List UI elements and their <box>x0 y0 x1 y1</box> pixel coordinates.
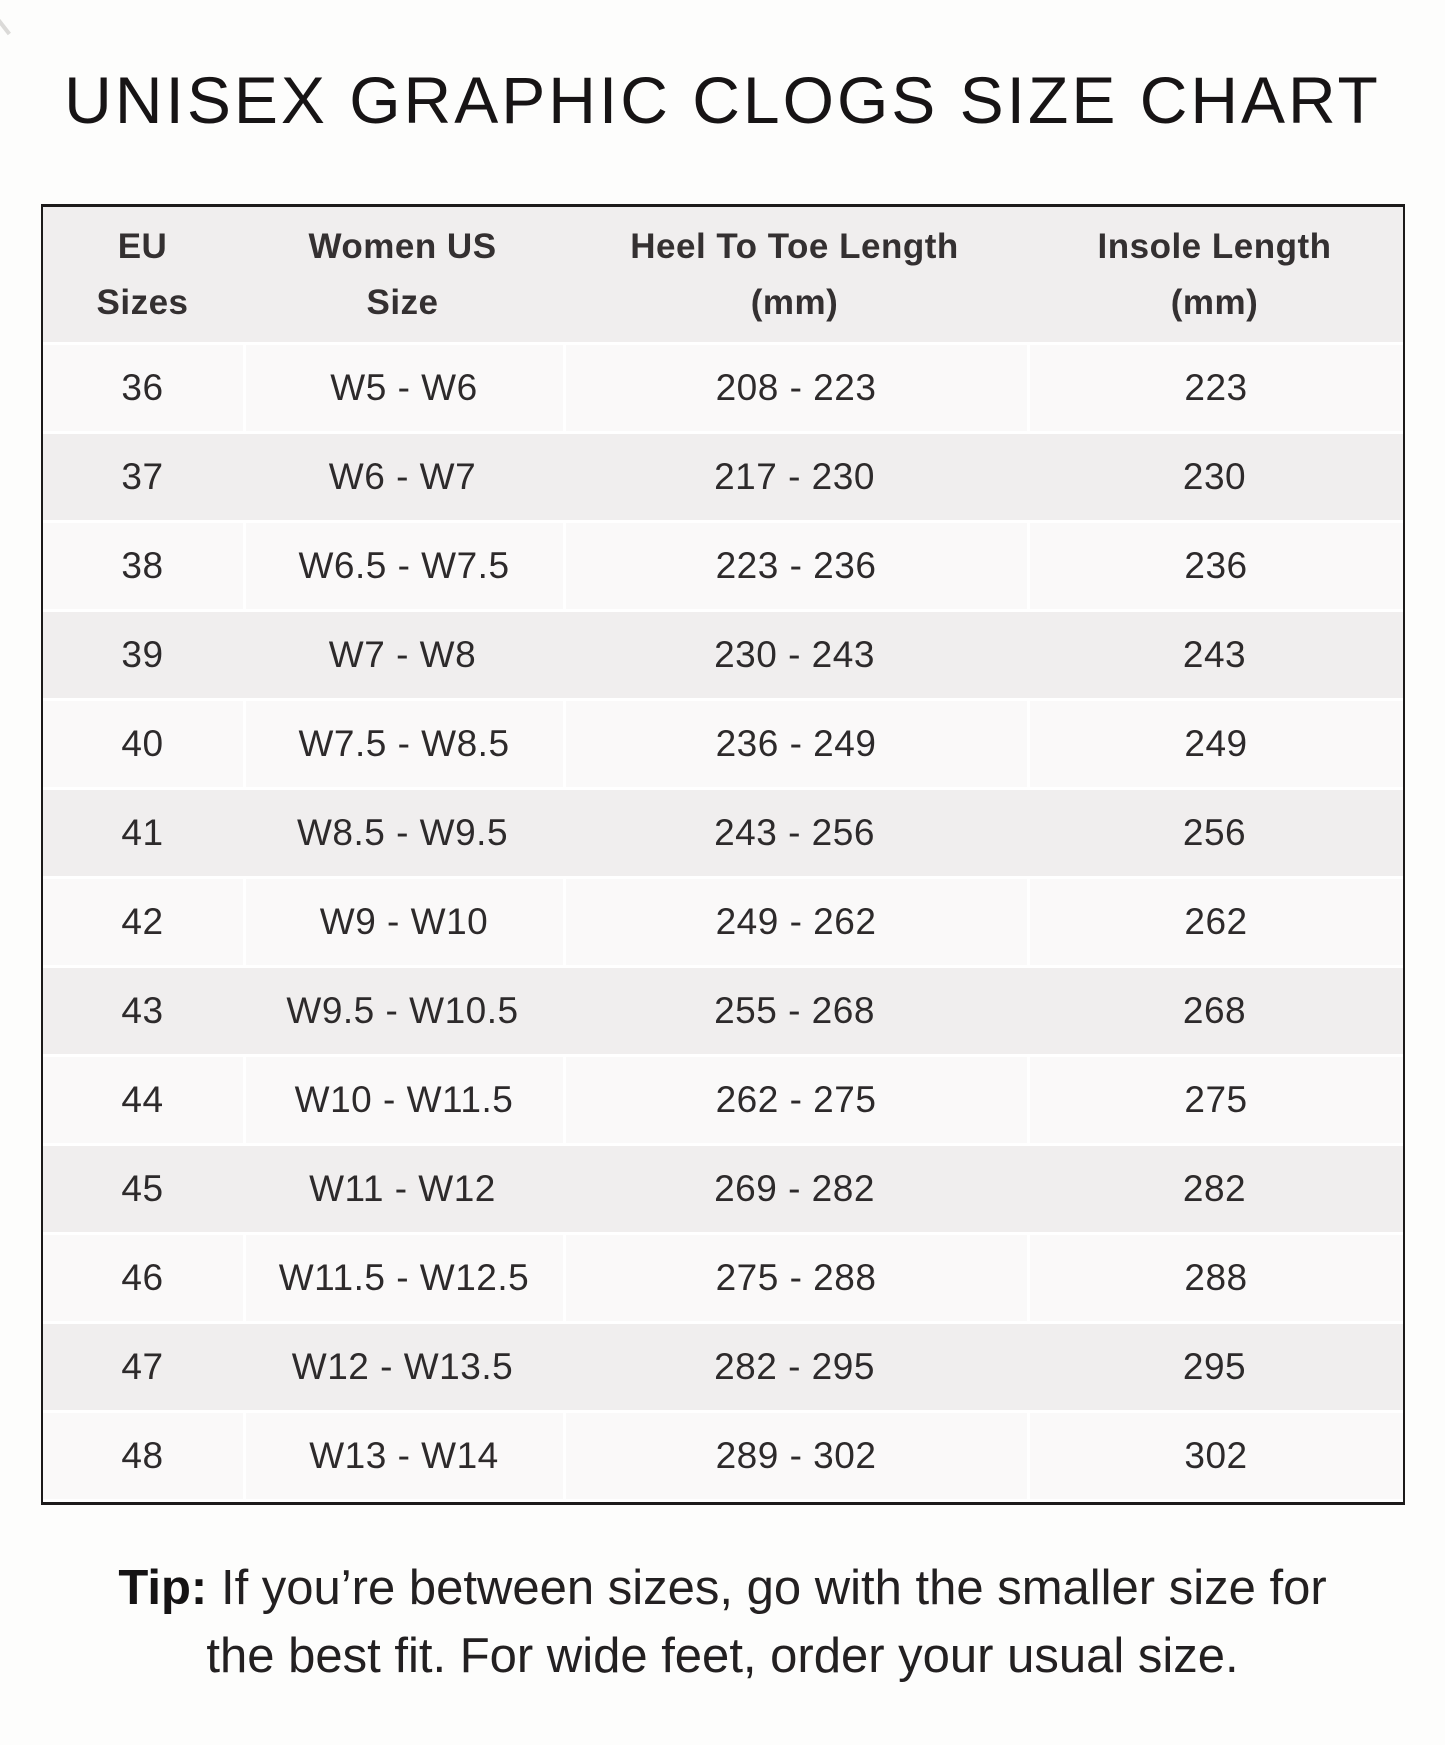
header-women-us-size-line1: Women US <box>308 226 497 266</box>
header-insole-length-line2: (mm) <box>1170 282 1259 322</box>
cell-eu-size: 43 <box>43 968 243 1057</box>
table-row <box>43 1146 1403 1235</box>
cell-heel-to-toe: 243 - 256 <box>563 790 1027 879</box>
cell-insole: 275 <box>1027 1057 1403 1146</box>
cell-women-us-size: W10 - W11.5 <box>243 1057 563 1146</box>
table-row <box>43 701 1403 790</box>
cell-insole: 230 <box>1027 434 1403 523</box>
cell-women-us-size: W9.5 - W10.5 <box>243 968 563 1057</box>
tip-line2: the best fit. For wide feet, order your usual size. <box>206 1628 1239 1683</box>
cell-insole: 302 <box>1027 1413 1403 1502</box>
header-heel-to-toe-length <box>563 207 1027 345</box>
table-row <box>43 523 1403 612</box>
cell-eu-size: 37 <box>43 434 243 523</box>
table-row <box>43 1057 1403 1146</box>
cell-heel-to-toe: 255 - 268 <box>563 968 1027 1057</box>
cell-heel-to-toe: 262 - 275 <box>563 1057 1027 1146</box>
cell-women-us-size: W6 - W7 <box>243 434 563 523</box>
table-row <box>43 612 1403 701</box>
cell-insole: 249 <box>1027 701 1403 790</box>
cell-heel-to-toe: 223 - 236 <box>563 523 1027 612</box>
cell-heel-to-toe: 269 - 282 <box>563 1146 1027 1235</box>
cell-heel-to-toe: 217 - 230 <box>563 434 1027 523</box>
cell-eu-size: 45 <box>43 1146 243 1235</box>
cell-women-us-size: W6.5 - W7.5 <box>243 523 563 612</box>
header-heel-to-toe-length-line2: (mm) <box>750 282 839 322</box>
cell-women-us-size: W7.5 - W8.5 <box>243 701 563 790</box>
cell-women-us-size: W13 - W14 <box>243 1413 563 1502</box>
cell-eu-size: 40 <box>43 701 243 790</box>
cell-women-us-size: W11 - W12 <box>243 1146 563 1235</box>
cell-heel-to-toe: 275 - 288 <box>563 1235 1027 1324</box>
table-row <box>43 434 1403 523</box>
header-insole-length-line1: Insole Length <box>1097 226 1332 266</box>
cell-eu-size: 36 <box>43 345 243 434</box>
cell-heel-to-toe: 282 - 295 <box>563 1324 1027 1413</box>
table-row <box>43 968 1403 1057</box>
table-row <box>43 879 1403 968</box>
cell-eu-size: 38 <box>43 523 243 612</box>
cell-women-us-size: W7 - W8 <box>243 612 563 701</box>
cell-heel-to-toe: 230 - 243 <box>563 612 1027 701</box>
table-row <box>43 345 1403 434</box>
cell-insole: 288 <box>1027 1235 1403 1324</box>
table-row <box>43 1324 1403 1413</box>
cell-insole: 236 <box>1027 523 1403 612</box>
cell-eu-size: 48 <box>43 1413 243 1502</box>
table-row <box>43 1413 1403 1502</box>
cell-women-us-size: W5 - W6 <box>243 345 563 434</box>
cell-heel-to-toe: 208 - 223 <box>563 345 1027 434</box>
cell-insole: 223 <box>1027 345 1403 434</box>
table-row <box>43 1235 1403 1324</box>
page-title: UNISEX GRAPHIC CLOGS SIZE CHART <box>64 63 1381 137</box>
cell-insole: 268 <box>1027 968 1403 1057</box>
cell-women-us-size: W11.5 - W12.5 <box>243 1235 563 1324</box>
cell-eu-size: 41 <box>43 790 243 879</box>
header-eu-sizes-line2: Sizes <box>96 282 189 322</box>
cell-insole: 256 <box>1027 790 1403 879</box>
size-chart-table <box>41 204 1405 1505</box>
cell-insole: 243 <box>1027 612 1403 701</box>
header-insole-length <box>1027 207 1403 345</box>
header-row <box>43 207 1403 345</box>
cell-women-us-size: W12 - W13.5 <box>243 1324 563 1413</box>
cell-heel-to-toe: 289 - 302 <box>563 1413 1027 1502</box>
tip-label: Tip: <box>118 1561 208 1615</box>
cell-insole: 295 <box>1027 1324 1403 1413</box>
header-eu-sizes-line1: EU <box>117 226 168 266</box>
cell-eu-size: 39 <box>43 612 243 701</box>
header-heel-to-toe-length-line1: Heel To Toe Length <box>630 226 959 266</box>
cell-heel-to-toe: 236 - 249 <box>563 701 1027 790</box>
tip-line1: If you’re between sizes, go with the smaller size for <box>220 1561 1327 1615</box>
cell-eu-size: 44 <box>43 1057 243 1146</box>
tip-text <box>43 1555 1403 1690</box>
cell-insole: 282 <box>1027 1146 1403 1235</box>
cell-women-us-size: W9 - W10 <box>243 879 563 968</box>
header-women-us-size-line2: Size <box>366 282 439 322</box>
cell-insole: 262 <box>1027 879 1403 968</box>
table-row <box>43 790 1403 879</box>
header-eu-sizes <box>43 207 243 345</box>
cell-women-us-size: W8.5 - W9.5 <box>243 790 563 879</box>
cell-heel-to-toe: 249 - 262 <box>563 879 1027 968</box>
cell-eu-size: 42 <box>43 879 243 968</box>
cell-eu-size: 46 <box>43 1235 243 1324</box>
header-women-us-size <box>243 207 563 345</box>
cell-eu-size: 47 <box>43 1324 243 1413</box>
